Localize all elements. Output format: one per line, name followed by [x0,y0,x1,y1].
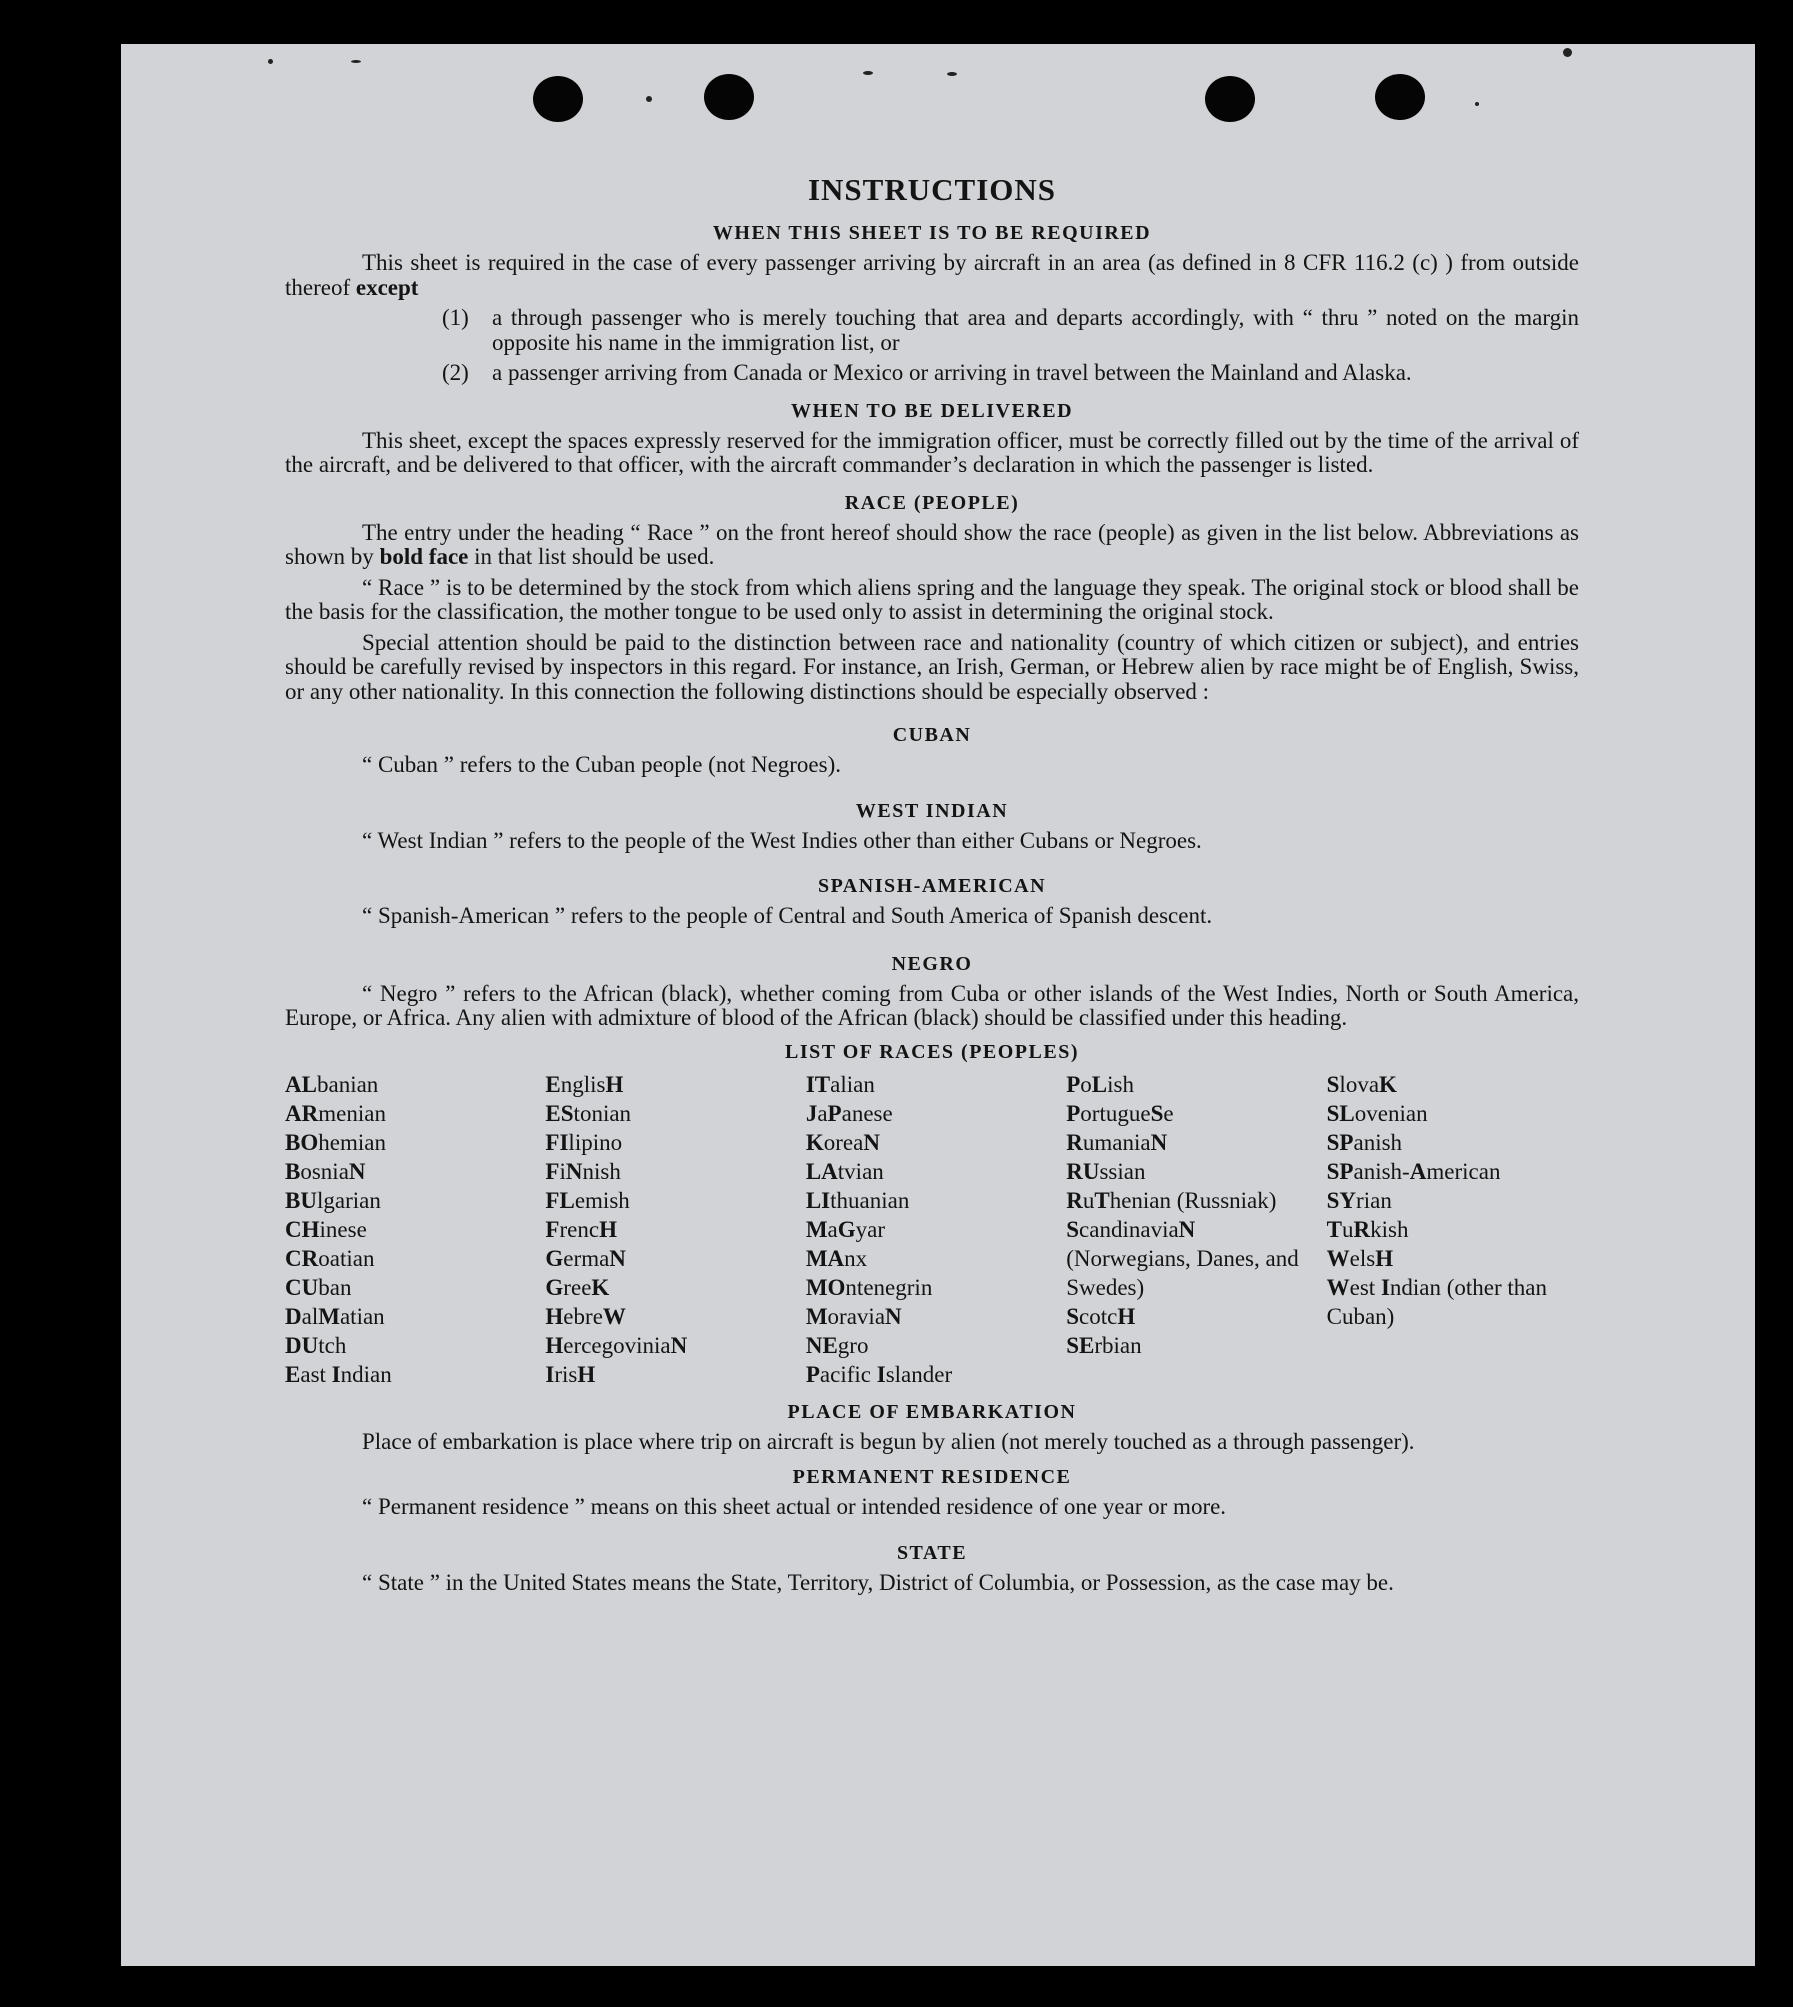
punch-hole [1375,74,1425,120]
race-entry: EStonian [545,1100,632,1126]
speck [947,72,957,76]
race-entry: HebreW [545,1303,626,1329]
race-entry: FLemish [545,1187,630,1213]
race-paragraph-2: “ Race ” is to be determined by the stock from which aliens spring and the language they speak. The original stock or blood shall be the basis for the classification, the mother tongue to be used only to assist in determining the original stock. [285,574,1579,624]
required-intro-emphasis: except [355,274,419,300]
race-entry: East Indian [285,1361,392,1387]
race-p1-before: The entry under the heading “ Race ” on the front hereof should show the race (people) as given in the list below. Abbreviations as shown by [285,519,1579,569]
race-entry: WelsH [1326,1245,1394,1271]
race-entry: MaGyar [805,1216,886,1242]
race-entry: LAtvian [805,1158,884,1184]
speck [1563,48,1572,57]
required-intro [285,251,1579,300]
race-entry: ScandinaviaN (Norwegians, Danes, and Swedes) [1066,1216,1299,1300]
speck [268,59,273,64]
races-column [285,1070,537,1389]
race-entry: GreeK [545,1274,610,1300]
race-entry: RuThenian (Russniak) [1066,1187,1277,1213]
race-entry: ScotcH [1066,1303,1136,1329]
race-entry: NEgro [805,1332,869,1358]
speck [351,60,361,63]
race-entry: RUssian [1066,1158,1146,1184]
item-text: a through passenger who is merely touching that area and departs accordingly, with “ thru ” noted on the margin opposite his name in the immigration list, or [492,305,1579,355]
page-title: INSTRUCTIONS [807,172,1056,207]
race-entry: SYrian [1326,1187,1392,1213]
required-item [442,306,1579,355]
race-p1-bold: bold face [379,544,469,569]
race-p1-after: in that list should be used. [474,544,715,569]
race-entry: ITalian [805,1071,875,1097]
race-entry: BOhemian [285,1129,386,1155]
race-entry: SLovenian [1326,1100,1428,1126]
section-heading-race: RACE (PEOPLE) [844,491,1020,514]
race-paragraph-1 [285,521,1579,570]
instructions-content [285,166,1579,1595]
race-entry: LIthuanian [805,1187,910,1213]
punch-hole [533,76,583,122]
section-heading-residence: PERMANENT RESIDENCE [792,1466,1072,1488]
item-text: a passenger arriving from Canada or Mexico or arriving in travel between the Mainland and Alaska. [492,360,1412,385]
residence-text: “ Permanent residence ” means on this sheet actual or intended residence of one year or more. [362,1494,1227,1519]
embarkation-text: Place of embarkation is place where trip on aircraft is begun by alien (not merely touched as a through passenger). [362,1428,1415,1454]
race-entry: BosniaN [285,1158,366,1184]
race-entry: IrisH [545,1361,596,1387]
race-entry: GermaN [545,1245,626,1271]
west-indian-text: “ West Indian ” refers to the people of the West Indies other than either Cubans or Negroes. [362,827,1202,853]
section-heading-state: STATE [896,1541,968,1564]
race-entry: FrencH [545,1216,617,1242]
race-paragraph-3: Special attention should be paid to the distinction between race and nationality (country of which citizen or subject), and entries should be carefully revised by inspectors in this regard. For instance, an Irish, German, or Hebrew alien by race might be of English, Swiss, or any other nationality. In this connection the following distinctions should be especially observed : [285,629,1579,704]
cuban-text: “ Cuban ” refers to the Cuban people (not Negroes). [362,752,842,777]
spanish-american-text: “ Spanish-American ” refers to the people of Central and South America of Spanish descent. [362,903,1213,928]
race-entry: SPanish-American [1326,1158,1501,1184]
races-list [285,1070,1579,1389]
race-entry: TuRkish [1326,1216,1409,1242]
required-intro-text: This sheet is required in the case of every passenger arriving by aircraft in an area (as defined in 8 CFR 116.2 (c) ) from outside thereof [285,250,1579,300]
race-entry: ARmenian [285,1100,386,1126]
race-entry: BUlgarian [285,1187,381,1213]
races-column [545,1070,797,1389]
speck [863,71,873,75]
races-column [1327,1070,1579,1389]
race-entry: FiNnish [545,1158,621,1184]
race-entry: SlovaK [1326,1071,1397,1097]
race-entry: JaPanese [805,1100,893,1126]
race-entry: West Indian (other than Cuban) [1326,1274,1548,1329]
race-entry: SPanish [1326,1129,1403,1155]
race-entry: MOntenegrin [805,1274,933,1300]
race-entry: HercegoviniaN [545,1332,688,1358]
race-entry: PoLish [1066,1071,1134,1097]
race-entry: DalMatian [285,1303,385,1329]
race-entry: PortugueSe [1066,1100,1174,1126]
race-entry: FIlipino [545,1129,623,1155]
race-entry: KoreaN [805,1129,880,1155]
negro-text: “ Negro ” refers to the African (black), whether coming from Cuba or other islands of the West Indies, North or South America, Europe, or Africa. Any alien with admixture of blood of the African (black) should be classified under this heading. [285,980,1579,1030]
document-sheet [121,44,1755,1966]
section-heading-delivered: WHEN TO BE DELIVERED [790,399,1074,422]
punch-hole [704,74,754,120]
race-entry: Pacific Islander [805,1361,953,1387]
race-entry: SErbian [1066,1332,1142,1358]
section-heading-required: WHEN THIS SHEET IS TO BE REQUIRED [712,222,1152,244]
race-entry: MAnx [805,1245,868,1271]
section-heading-west-indian: WEST INDIAN [855,799,1009,822]
state-text: “ State ” in the United States means the State, Territory, District of Columbia, or Possession, as the case may be. [362,1569,1394,1595]
race-entry: ALbanian [285,1071,379,1097]
section-heading-races-list: LIST OF RACES (PEOPLES) [784,1040,1079,1063]
required-item [442,361,1579,386]
race-entry: MoraviaN [805,1303,902,1329]
races-column [806,1070,1058,1389]
race-entry: RumaniaN [1066,1129,1168,1155]
section-heading-negro: NEGRO [891,952,973,975]
item-number: (2) [442,360,469,385]
speck [1475,102,1479,106]
race-entry: CRoatian [285,1245,375,1271]
race-entry: EnglisH [545,1071,624,1097]
speck [646,96,652,102]
section-heading-cuban: CUBAN [892,724,972,746]
race-entry: CHinese [285,1216,367,1242]
race-entry: CUban [285,1274,352,1300]
punch-hole [1205,76,1255,122]
delivered-text: This sheet, except the spaces expressly reserved for the immigration officer, must be correctly filled out by the time of the arrival of the aircraft, and be delivered to that officer, with the aircraft commander’s declaration in which the passenger is listed. [285,427,1579,477]
race-entry: DUtch [285,1332,347,1358]
item-number: (1) [442,305,469,330]
section-heading-spanish-american: SPANISH-AMERICAN [817,875,1047,897]
races-column [1066,1070,1318,1389]
section-heading-embarkation: PLACE OF EMBARKATION [787,1400,1077,1423]
